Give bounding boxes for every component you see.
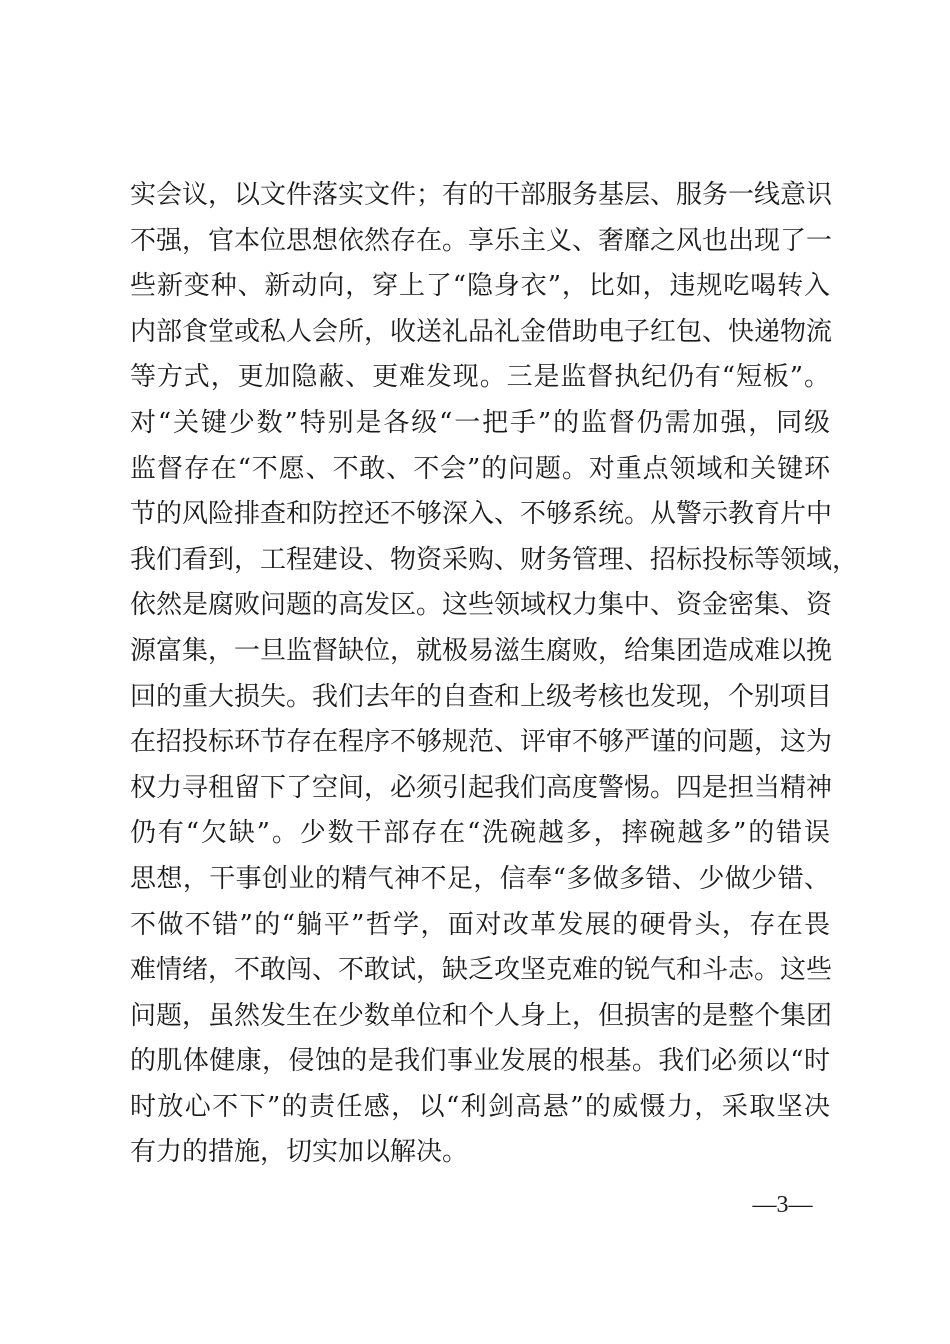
text-line: 内部食堂或私人会所，收送礼品礼金借助电子红包、快递物流	[130, 316, 833, 347]
text-line: 节的风险排查和防控还不够深入、不够系统。从警示教育片中	[130, 499, 833, 530]
text-line: 依然是腐败问题的高发区。这些领域权力集中、资金密集、资	[130, 590, 833, 621]
text-line: 我们看到，工程建设、物资采购、财务管理、招标投标等领域，	[130, 544, 859, 575]
text-line: 监督存在“不愿、不敢、不会”的问题。对重点领域和关键环	[130, 453, 830, 484]
text-line: 难情绪，不敢闯、不敢试，缺乏攻坚克难的锐气和斗志。这些	[130, 955, 833, 986]
text-line: 问题，虽然发生在少数单位和个人身上，但损害的是整个集团	[130, 1000, 833, 1031]
text-line: 些新变种、新动向，穿上了“隐身衣”，比如，违规吃喝转入	[130, 271, 830, 302]
text-line: 不强，官本位思想依然存在。享乐主义、奢靡之风也出现了一	[130, 225, 833, 256]
text-line: 在招投标环节存在程序不够规范、评审不够严谨的问题，这为	[130, 727, 833, 758]
body-paragraph	[130, 173, 859, 1176]
text-line: 对“关键少数”特别是各级“一把手”的监督仍需加强，同级	[130, 407, 830, 438]
page-number: —3—	[752, 1192, 813, 1218]
text-line: 思想，干事创业的精气神不足，信奉“多做多错、少做少错、	[130, 863, 830, 894]
text-line: 仍有“欠缺”。少数干部存在“洗碗越多，摔碗越多”的错误	[130, 818, 830, 849]
text-line: 回的重大损失。我们去年的自查和上级考核也发现，个别项目	[130, 681, 833, 712]
text-line: 有力的措施，切实加以解决。	[130, 1137, 469, 1168]
text-line: 的肌体健康，侵蚀的是我们事业发展的根基。我们必须以“时	[130, 1046, 830, 1077]
text-line: 等方式，更加隐蔽、更难发现。三是监督执纪仍有“短板”。	[130, 362, 830, 393]
text-line: 不做不错”的“躺平”哲学，面对改革发展的硬骨头，存在畏	[130, 909, 830, 940]
text-line: 实会议，以文件落实文件；有的干部服务基层、服务一线意识	[130, 180, 833, 210]
text-line: 源富集，一旦监督缺位，就极易滋生腐败，给集团造成难以挽	[130, 635, 833, 666]
text-line: 时放心不下”的责任感，以“利剑高悬”的威慑力，采取坚决	[130, 1091, 830, 1122]
text-line: 权力寻租留下了空间，必须引起我们高度警惕。四是担当精神	[130, 772, 833, 803]
